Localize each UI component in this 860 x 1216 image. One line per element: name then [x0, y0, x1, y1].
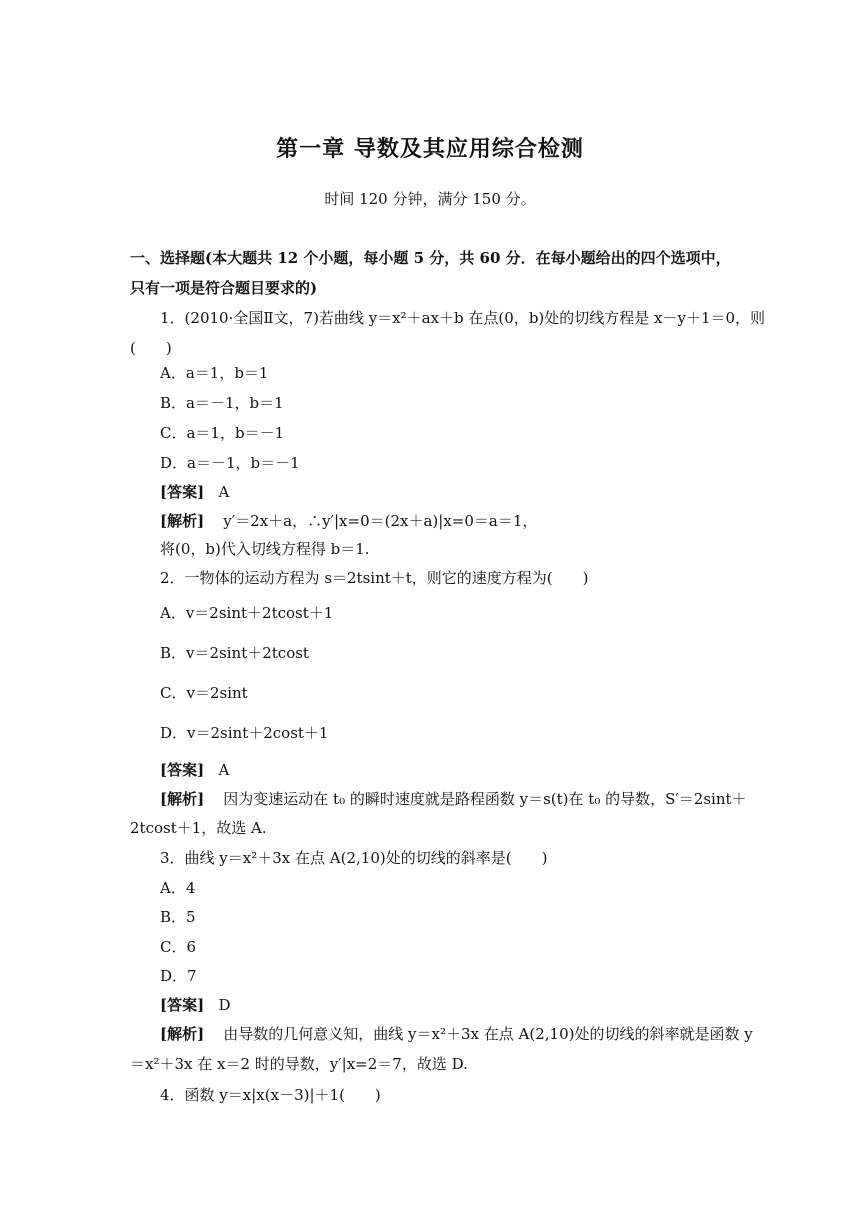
q1-analysis-row [160, 511, 537, 531]
q2-analysis-row [160, 789, 747, 809]
q2-option-a: A．v＝2sint＋2tcost＋1 [160, 604, 334, 622]
answer-value: A [218, 483, 230, 501]
answer-tag: [答案] [160, 483, 205, 501]
q3-option-c: C．6 [160, 938, 197, 956]
q1-stem-line1: 1．(2010·全国Ⅱ文，7)若曲线 y＝x²＋ax＋b 在点(0，b)处的切线方程是 x－y＋1＝0，则 [160, 309, 766, 327]
q3-analysis-row [160, 1024, 753, 1044]
answer-tag: [答案] [160, 761, 205, 779]
analysis-text: 由导数的几何意义知，曲线 y＝x²＋3x 在点 A(2,10)处的切线的斜率就是函数 y [223, 1025, 753, 1043]
q1-option-a: A．a＝1，b＝1 [160, 364, 269, 382]
analysis-tag: [解析] [160, 790, 205, 808]
analysis-tag: [解析] [160, 1025, 205, 1043]
analysis-text: y′＝2x＋a，∴y′|x=0＝(2x＋a)|x=0＝a＝1， [223, 512, 538, 530]
page-subtitle: 时间 120 分钟，满分 150 分。 [324, 190, 536, 208]
q2-answer-row [160, 760, 229, 780]
q2-option-d: D．v＝2sint＋2cost＋1 [160, 724, 329, 742]
q2-option-c: C．v＝2sint [160, 684, 248, 702]
q3-answer-row [160, 995, 231, 1015]
q1-answer-row [160, 482, 229, 502]
section-heading-line2: 只有一项是符合题目要求的) [130, 279, 318, 297]
q3-option-d: D．7 [160, 967, 197, 985]
q3-option-a: A．4 [160, 879, 196, 897]
analysis-text: 因为变速运动在 t₀ 的瞬时速度就是路程函数 y＝s(t)在 t₀ 的导数，S′＝2sint＋ [223, 790, 747, 808]
q1-option-c: C．a＝1，b＝－1 [160, 424, 285, 442]
q1-analysis-line2: 将(0，b)代入切线方程得 b＝1. [160, 540, 370, 558]
q1-option-b: B．a＝－1，b＝1 [160, 394, 284, 412]
q3-option-b: B．5 [160, 908, 196, 926]
q1-option-d: D．a＝－1，b＝－1 [160, 454, 300, 472]
page-title: 第一章 导数及其应用综合检测 [276, 136, 584, 162]
q2-stem: 2．一物体的运动方程为 s＝2tsint＋t，则它的速度方程为( ) [160, 569, 589, 587]
analysis-tag: [解析] [160, 512, 205, 530]
answer-tag: [答案] [160, 996, 205, 1014]
answer-value: A [218, 761, 230, 779]
q2-option-b: B．v＝2sint＋2tcost [160, 644, 309, 662]
q4-stem: 4．函数 y＝x|x(x－3)|＋1( ) [160, 1086, 381, 1104]
q2-analysis-line2: 2tcost＋1，故选 A. [130, 819, 267, 837]
section-heading-line1: 一、选择题(本大题共 12 个小题，每小题 5 分，共 60 分．在每小题给出的四个选项中， [130, 249, 731, 267]
q3-stem: 3．曲线 y＝x²＋3x 在点 A(2,10)处的切线的斜率是( ) [160, 849, 548, 867]
q3-analysis-line2: ＝x²＋3x 在 x＝2 时的导数，y′|x=2＝7，故选 D. [130, 1055, 468, 1073]
answer-value: D [218, 996, 231, 1014]
q1-stem-line2: ( ) [130, 339, 172, 357]
